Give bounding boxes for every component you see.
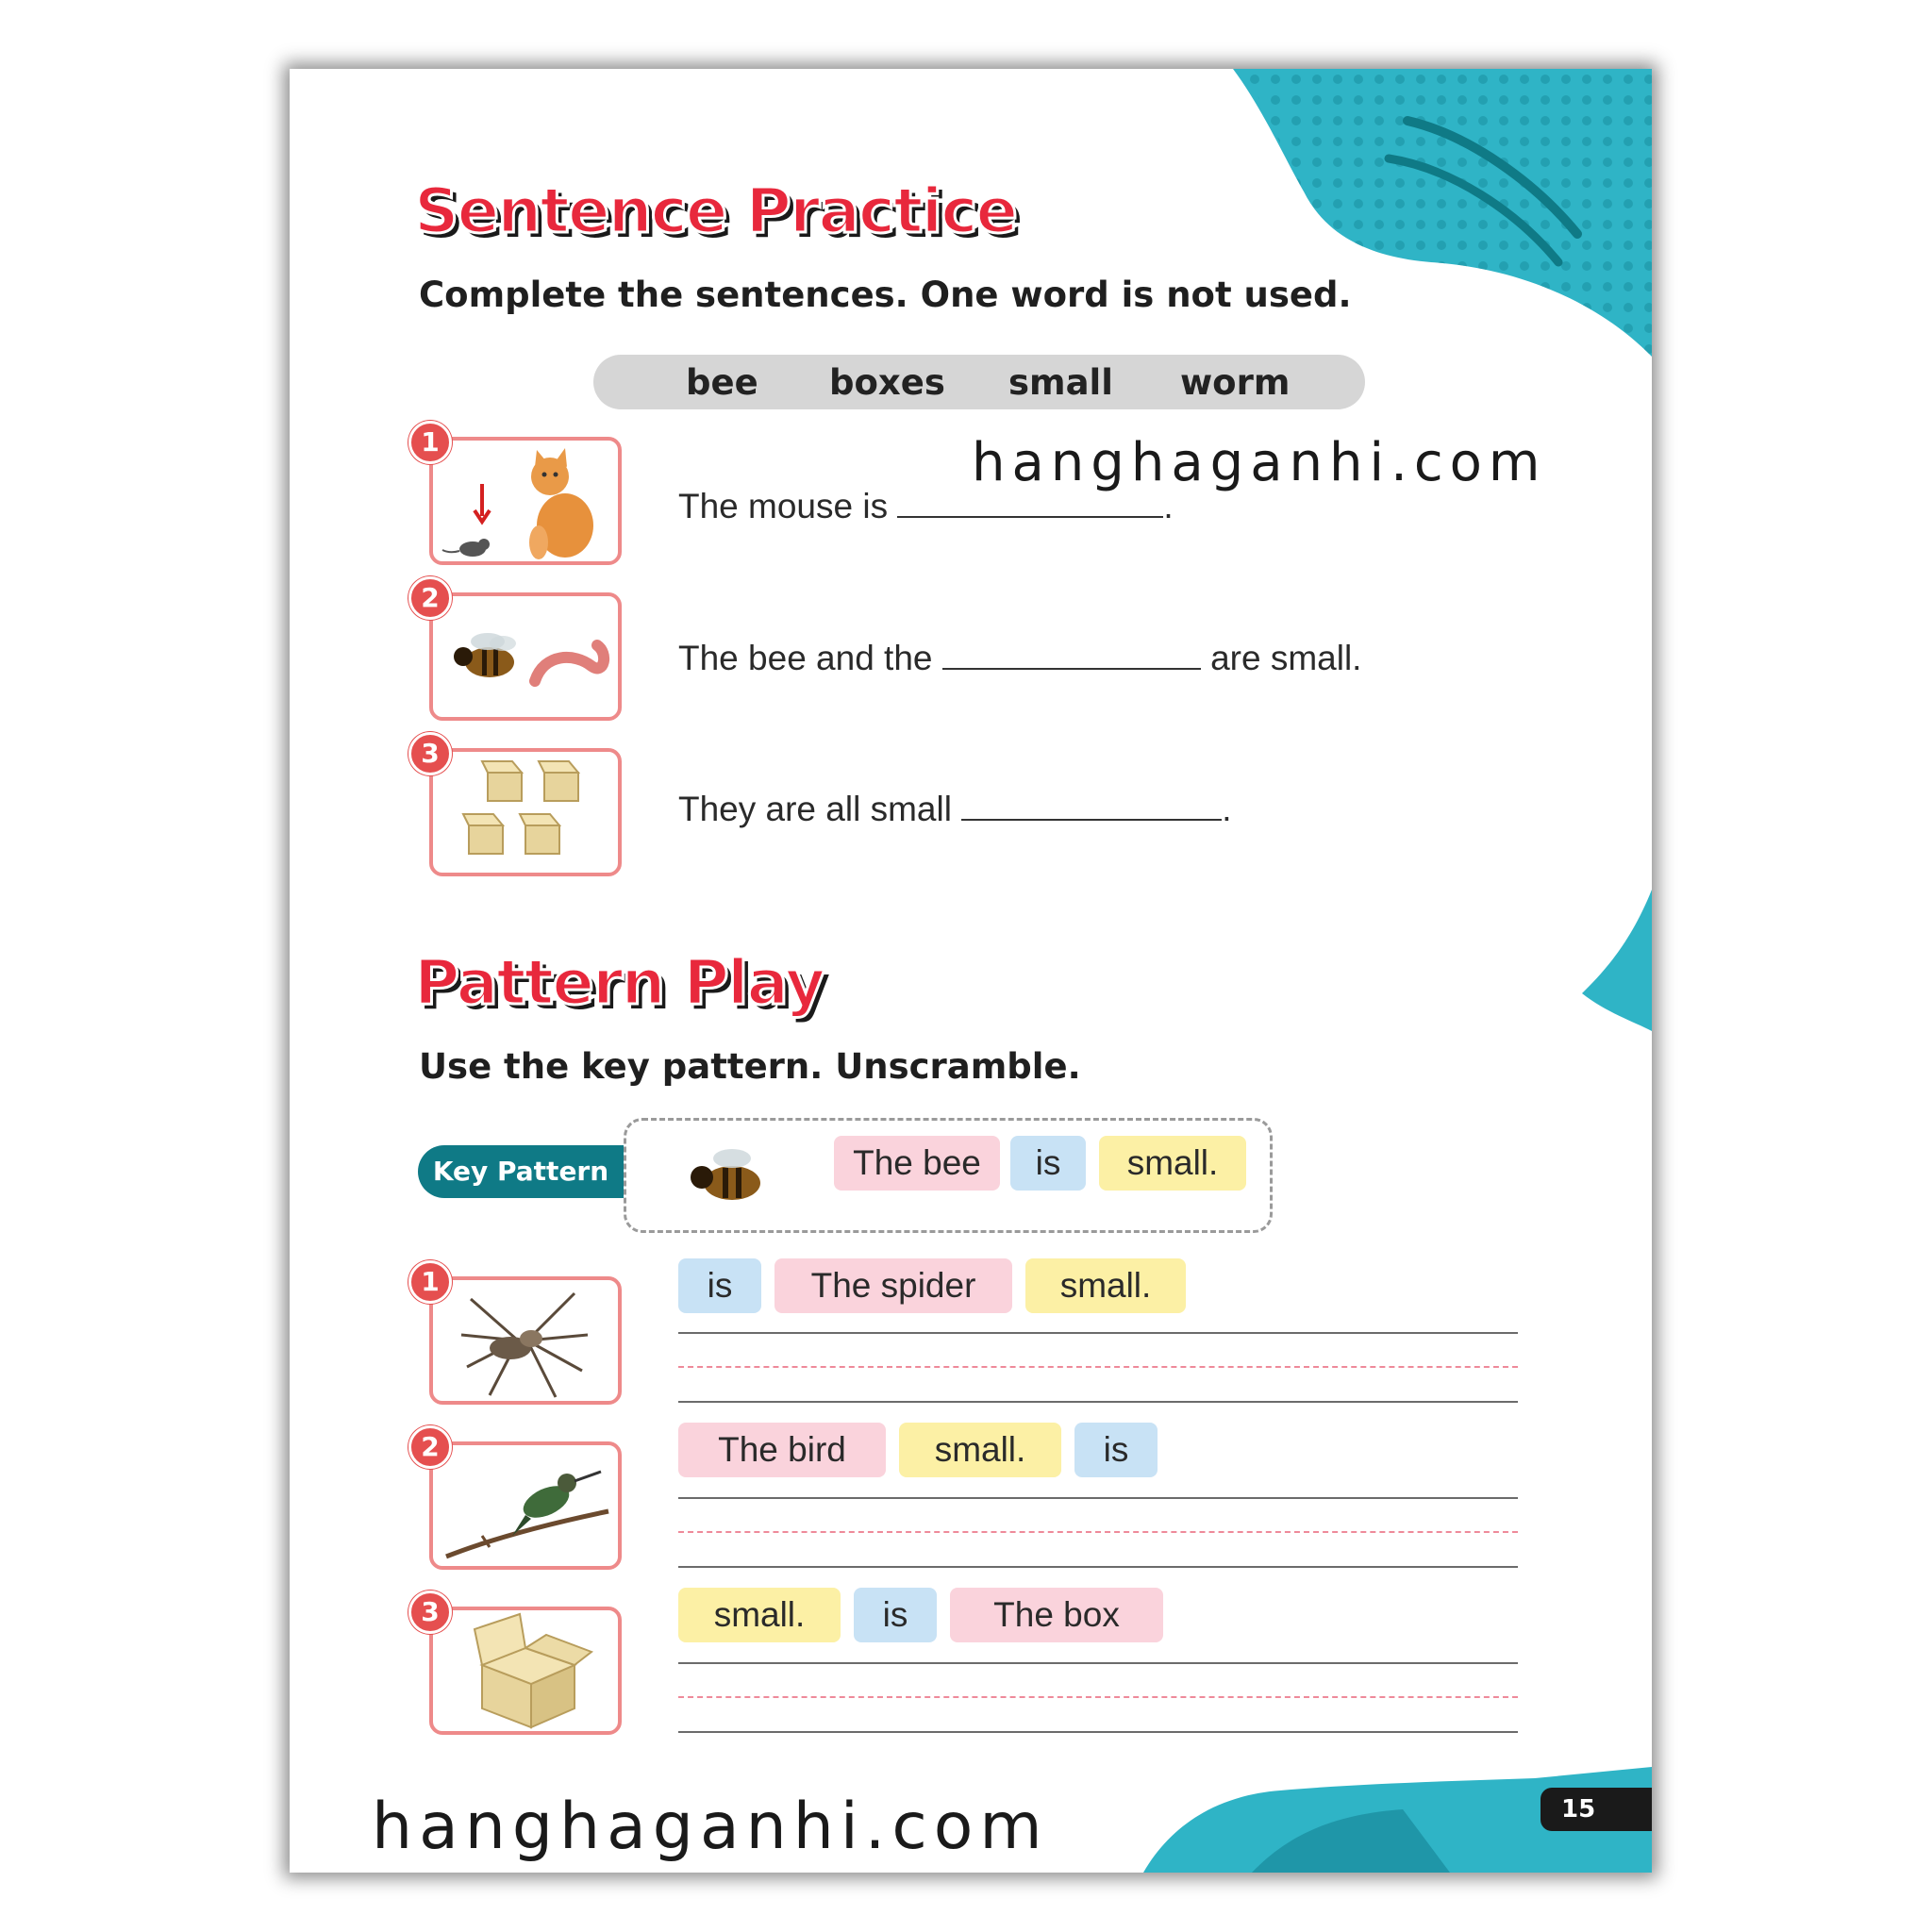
- hummingbird-picture: [429, 1441, 622, 1570]
- word-bank: [593, 355, 1365, 409]
- writing-line[interactable]: [678, 1731, 1518, 1733]
- item-number-badge: 3: [408, 732, 452, 775]
- writing-guide-line: [678, 1531, 1518, 1533]
- watermark-text: hanghaganhi.com: [972, 432, 1547, 493]
- writing-line[interactable]: [678, 1332, 1518, 1334]
- sentence-text: The mouse is: [678, 487, 889, 525]
- writing-line[interactable]: [678, 1401, 1518, 1403]
- sentence-3: [678, 790, 1232, 829]
- four-boxes-picture: [429, 748, 622, 876]
- word-bank-item: worm: [1180, 362, 1291, 403]
- item-number-badge: 2: [408, 1425, 452, 1469]
- key-chip: small.: [1099, 1136, 1246, 1191]
- watermark-text: hanghaganhi.com: [372, 1790, 1049, 1864]
- writing-line[interactable]: [678, 1497, 1518, 1499]
- item-number-badge: 2: [408, 576, 452, 620]
- sentence-2: [678, 639, 1361, 678]
- pattern-play-title: Pattern Play: [414, 946, 824, 1019]
- sentence-text: are small.: [1210, 639, 1362, 677]
- key-chip: The bee: [834, 1136, 1000, 1191]
- word-bank-item: small: [1008, 362, 1113, 403]
- item-number-badge: 1: [408, 421, 452, 464]
- bee-and-worm-picture: [429, 592, 622, 721]
- answer-blank[interactable]: [942, 643, 1201, 670]
- word-chip[interactable]: The box: [950, 1588, 1163, 1642]
- pattern-play-instruction: Use the key pattern. Unscramble.: [419, 1046, 1081, 1087]
- item-number-badge: 1: [408, 1260, 452, 1304]
- word-chip[interactable]: is: [678, 1258, 761, 1313]
- word-chip[interactable]: small.: [899, 1423, 1061, 1477]
- answer-blank[interactable]: [897, 491, 1163, 518]
- answer-blank[interactable]: [961, 794, 1222, 821]
- word-chip[interactable]: is: [854, 1588, 937, 1642]
- writing-guide-line: [678, 1366, 1518, 1368]
- sentence-practice-title: Sentence Practice: [414, 175, 1017, 247]
- word-bank-item: bee: [686, 362, 758, 403]
- word-chip[interactable]: small.: [1025, 1258, 1186, 1313]
- sentence-text: .: [1163, 487, 1174, 525]
- worksheet-page: [290, 69, 1652, 1873]
- word-bank-item: boxes: [829, 362, 945, 403]
- word-chip[interactable]: The spider: [774, 1258, 1012, 1313]
- key-chip: is: [1010, 1136, 1086, 1191]
- word-chip[interactable]: The bird: [678, 1423, 886, 1477]
- mouse-under-cat-picture: [429, 437, 622, 565]
- sentence-text: .: [1222, 790, 1232, 828]
- writing-line[interactable]: [678, 1566, 1518, 1568]
- sentence-practice-instruction: Complete the sentences. One word is not used.: [419, 275, 1352, 315]
- sentence-text: The bee and the: [678, 639, 933, 677]
- key-pattern-label: Key Pattern: [418, 1145, 624, 1198]
- page-number: 15: [1541, 1788, 1652, 1831]
- bee-icon: [683, 1134, 777, 1219]
- word-chip[interactable]: small.: [678, 1588, 841, 1642]
- item-number-badge: 3: [408, 1591, 452, 1634]
- writing-line[interactable]: [678, 1662, 1518, 1664]
- box-picture: [429, 1607, 622, 1735]
- word-chip[interactable]: is: [1074, 1423, 1158, 1477]
- sentence-text: They are all small: [678, 790, 952, 828]
- spider-picture: [429, 1276, 622, 1405]
- writing-guide-line: [678, 1696, 1518, 1698]
